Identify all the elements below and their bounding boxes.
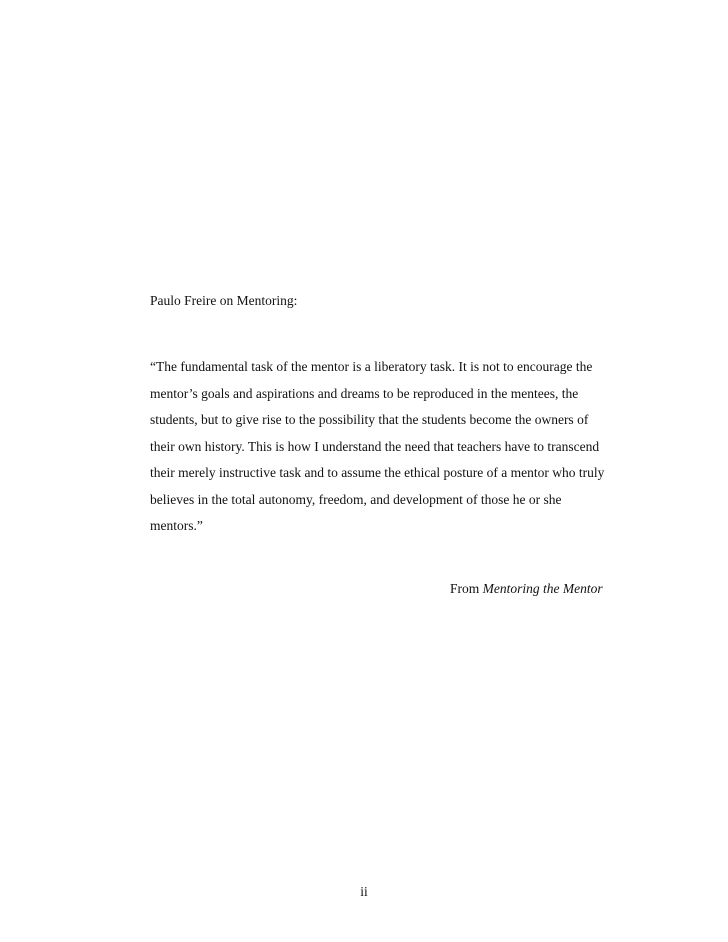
quote-block	[150, 358, 650, 544]
quote-attribution	[450, 580, 603, 597]
quote-line: their merely instructive task and to assume the ethical posture of a mentor who truly	[150, 465, 605, 480]
quote-line: “The fundamental task of the mentor is a liberatory task. It is not to encourage the	[150, 359, 593, 374]
attribution-prefix: From	[450, 581, 480, 596]
quote-line: their own history. This is how I understand the need that teachers have to transcend	[150, 438, 600, 454]
page-heading: Paulo Freire on Mentoring:	[150, 293, 298, 308]
page-number: ii	[360, 884, 368, 899]
quote-line: believes in the total autonomy, freedom, and development of those he or she	[150, 491, 562, 507]
attribution-title: Mentoring the Mentor	[482, 581, 603, 596]
quote-line: mentors.”	[150, 518, 203, 533]
quote-line: students, but to give rise to the possibility that the students become the owners of	[150, 412, 589, 427]
quote-line: mentor’s goals and aspirations and dreams to be reproduced in the mentees, the	[150, 385, 579, 401]
